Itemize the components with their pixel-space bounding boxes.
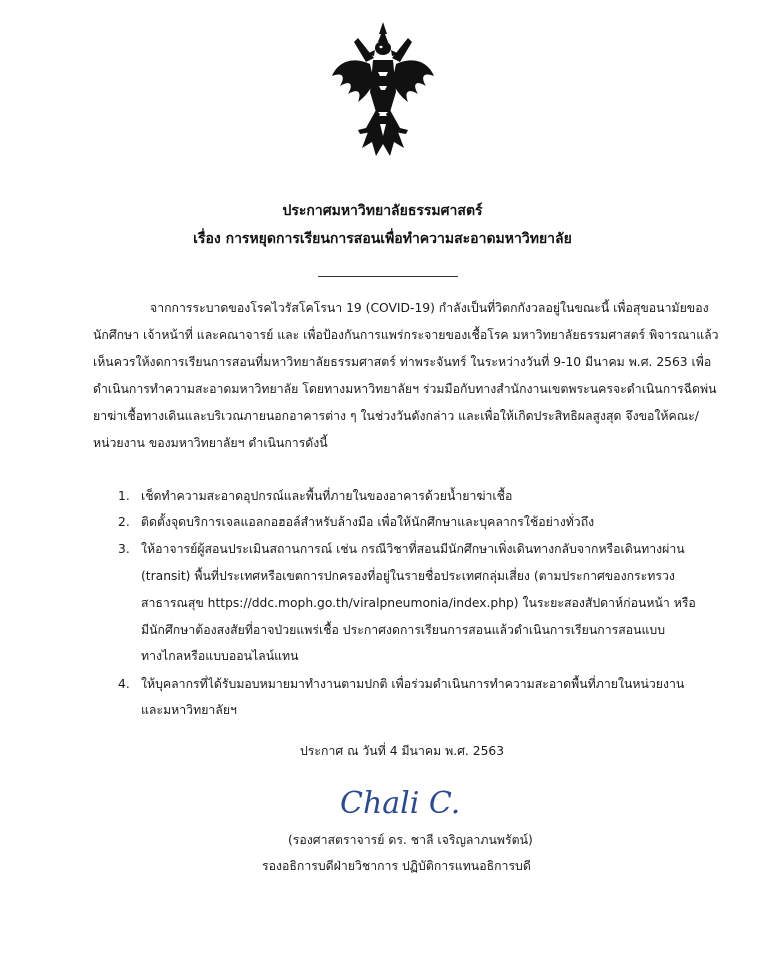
list-item: ทางไกลหรือแบบออนไลน์แทน — [141, 649, 299, 663]
announcement-title: ประกาศมหาวิทยาลัยธรรมศาสตร์ — [282, 203, 483, 219]
paragraph-line: นักศึกษา เจ้าหน้าที่ และคณาจารย์ และ เพื่อป้องกันการแพร่กระจายของเชื้อโรค มหาวิทยาลัยธรรมศาสตร์ พิจารณาแล้ว — [93, 328, 719, 342]
item-number: 3. — [118, 542, 130, 556]
list-item: สาธารณสุข https://ddc.moph.go.th/viralpneumonia/index.php) ในระยะสองสัปดาห์ก่อนหน้า หรือ — [141, 596, 696, 610]
list-item: มีนักศึกษาต้องสงสัยที่อาจป่วยแพร่เชื้อ ประกาศงดการเรียนการสอนแล้วดำเนินการเรียนการสอนแบบ — [141, 623, 666, 637]
signer-position: รองอธิการบดีฝ่ายวิชาการ ปฏิบัติการแทนอธิการบดี — [262, 859, 531, 873]
item-number: 4. — [118, 677, 130, 691]
list-item: ติดตั้งจุดบริการเจลแอลกอฮอล์สำหรับล้างมือ เพื่อให้นักศึกษาและบุคลากรใช้อย่างทั่วถึง — [141, 515, 595, 529]
paragraph-line: เห็นควรให้งดการเรียนการสอนที่มหาวิทยาลัยธรรมศาสตร์ ท่าพระจันทร์ ในระหว่างวันที่ 9-10 มีนาคม พ.ศ. 2563 เพื่อ — [93, 355, 712, 369]
list-item: (transit) พื้นที่ประเทศหรือเขตการปกครองที่อยู่ในรายชื่อประเทศกลุ่มเสี่ยง (ตามประกาศของกระทรวง — [141, 569, 675, 583]
title-divider — [318, 276, 458, 277]
item-number: 1. — [118, 489, 130, 503]
list-item: และมหาวิทยาลัยฯ — [141, 703, 237, 717]
signer-name: (รองศาสตราจารย์ ดร. ชาลี เจริญลาภนพรัตน์) — [288, 833, 533, 847]
item-number: 2. — [118, 515, 130, 529]
garuda-emblem-icon — [330, 20, 436, 160]
announcement-subject: เรื่อง การหยุดการเรียนการสอนเพื่อทำความสะอาดมหาวิทยาลัย — [193, 231, 572, 247]
paragraph-line: ดำเนินการทำความสะอาดมหาวิทยาลัย โดยทางมหาวิทยาลัยฯ ร่วมมือกับทางสำนักงานเขตพระนครจะดำเนินการฉีดพ่น — [93, 382, 717, 396]
signature: Chali C. — [340, 786, 461, 821]
list-item: ให้อาจารย์ผู้สอนประเมินสถานการณ์ เช่น กรณีวิชาที่สอนมีนักศึกษาเพิ่งเดินทางกลับจากหรือเดินทางผ่าน — [141, 542, 685, 556]
paragraph-line: จากการระบาดของโรคไวรัสโคโรนา 19 (COVID-19) กำลังเป็นที่วิตกกังวลอยู่ในขณะนี้ เพื่อสุขอนามัยของ — [150, 301, 709, 315]
announcement-date: ประกาศ ณ วันที่ 4 มีนาคม พ.ศ. 2563 — [300, 744, 505, 758]
list-item: เช็ดทำความสะอาดอุปกรณ์และพื้นที่ภายในของอาคารด้วยน้ำยาฆ่าเชื้อ — [141, 489, 513, 503]
paragraph-line: หน่วยงาน ของมหาวิทยาลัยฯ ดำเนินการดังนี้ — [93, 436, 328, 450]
list-item: ให้บุคลากรที่ได้รับมอบหมายมาทำงานตามปกติ เพื่อร่วมดำเนินการทำความสะอาดพื้นที่ภายในหน่วยงาน — [141, 677, 685, 691]
paragraph-line: ยาฆ่าเชื้อทางเดินและบริเวณภายนอกอาคารต่าง ๆ ในช่วงวันดังกล่าว และเพื่อให้เกิดประสิทธิผลสูงสุด จึงขอให้คณะ/ — [93, 409, 699, 423]
